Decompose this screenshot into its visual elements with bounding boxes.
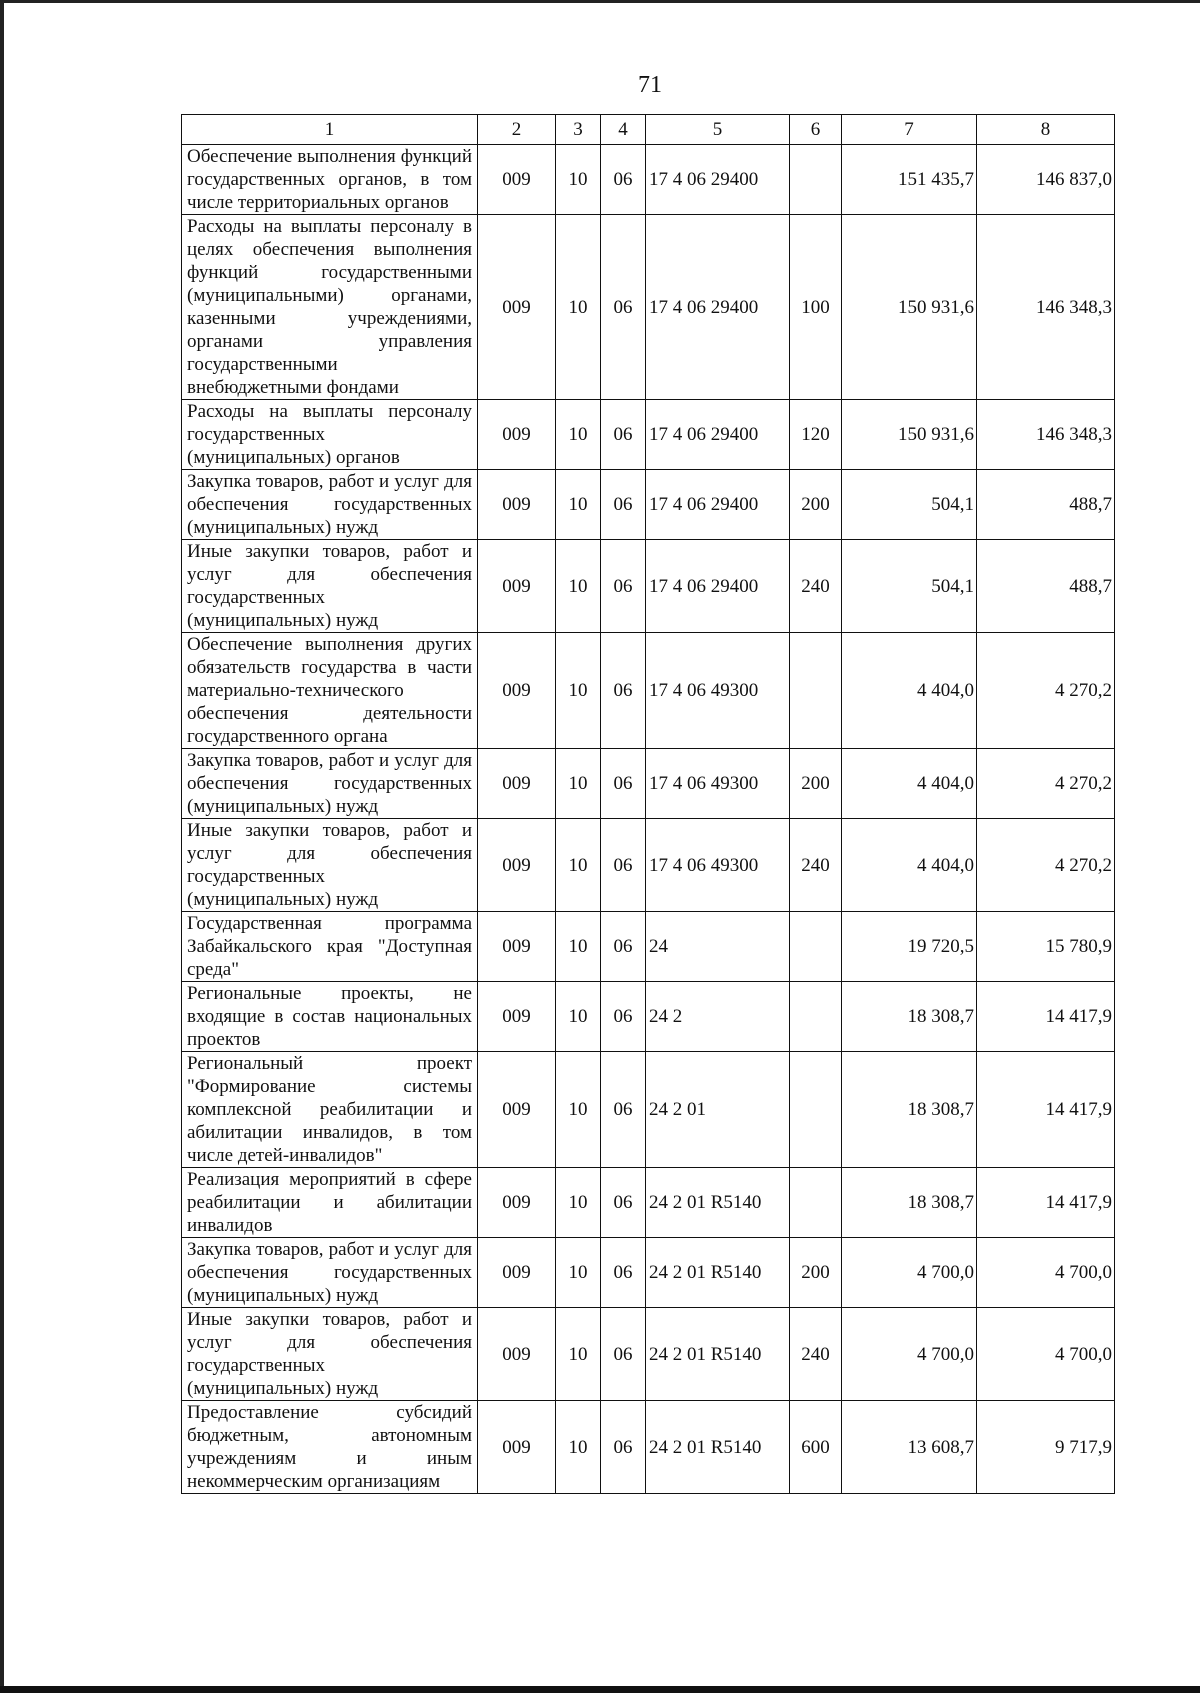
section-code-cell: 10 (556, 633, 601, 749)
column-header: 8 (977, 115, 1115, 145)
amount-year2-cell: 4 270,2 (977, 633, 1115, 749)
target-article-cell: 17 4 06 49300 (646, 819, 790, 912)
column-header: 5 (646, 115, 790, 145)
table-row (182, 470, 1115, 540)
expense-type-cell: 600 (790, 1401, 842, 1494)
amount-year2-cell: 4 700,0 (977, 1308, 1115, 1401)
target-article-cell: 24 2 01 R5140 (646, 1238, 790, 1308)
expense-name-cell: Региональные проекты, не входящие в состав национальных проектов (182, 982, 478, 1052)
ministry-code-cell: 009 (478, 982, 556, 1052)
subsection-code-cell: 06 (601, 633, 646, 749)
ministry-code-cell: 009 (478, 1238, 556, 1308)
ministry-code-cell: 009 (478, 633, 556, 749)
column-header: 3 (556, 115, 601, 145)
ministry-code-cell: 009 (478, 819, 556, 912)
section-code-cell: 10 (556, 215, 601, 400)
column-header: 4 (601, 115, 646, 145)
section-code-cell: 10 (556, 912, 601, 982)
ministry-code-cell: 009 (478, 912, 556, 982)
expense-name-cell: Закупка товаров, работ и услуг для обеспечения государственных (муниципальных) нужд (182, 1238, 478, 1308)
table-row (182, 1168, 1115, 1238)
amount-year2-cell: 488,7 (977, 470, 1115, 540)
table-row (182, 1401, 1115, 1494)
expense-name-cell: Закупка товаров, работ и услуг для обеспечения государственных (муниципальных) нужд (182, 470, 478, 540)
amount-year2-cell: 4 270,2 (977, 819, 1115, 912)
expense-type-cell: 100 (790, 215, 842, 400)
expense-name-cell: Иные закупки товаров, работ и услуг для обеспечения государственных (муниципальных) нужд (182, 1308, 478, 1401)
table-row (182, 819, 1115, 912)
amount-year2-cell: 146 837,0 (977, 145, 1115, 215)
expense-name-cell: Расходы на выплаты персоналу государственных (муниципальных) органов (182, 400, 478, 470)
subsection-code-cell: 06 (601, 749, 646, 819)
amount-year1-cell: 4 700,0 (842, 1308, 977, 1401)
expense-name-cell: Обеспечение выполнения функций государственных органов, в том числе территориальных органов (182, 145, 478, 215)
section-code-cell: 10 (556, 982, 601, 1052)
target-article-cell: 17 4 06 29400 (646, 215, 790, 400)
ministry-code-cell: 009 (478, 1401, 556, 1494)
expense-type-cell: 200 (790, 1238, 842, 1308)
amount-year2-cell: 15 780,9 (977, 912, 1115, 982)
expense-type-cell (790, 633, 842, 749)
amount-year1-cell: 4 404,0 (842, 819, 977, 912)
ministry-code-cell: 009 (478, 1168, 556, 1238)
amount-year1-cell: 4 700,0 (842, 1238, 977, 1308)
subsection-code-cell: 06 (601, 1308, 646, 1401)
section-code-cell: 10 (556, 1238, 601, 1308)
table-row (182, 1052, 1115, 1168)
section-code-cell: 10 (556, 1401, 601, 1494)
amount-year1-cell: 13 608,7 (842, 1401, 977, 1494)
expense-name-cell: Реализация мероприятий в сфере реабилитации и абилитации инвалидов (182, 1168, 478, 1238)
ministry-code-cell: 009 (478, 1308, 556, 1401)
amount-year1-cell: 150 931,6 (842, 400, 977, 470)
target-article-cell: 17 4 06 29400 (646, 540, 790, 633)
expense-type-cell: 120 (790, 400, 842, 470)
table-row (182, 633, 1115, 749)
amount-year1-cell: 504,1 (842, 540, 977, 633)
table-row (182, 912, 1115, 982)
ministry-code-cell: 009 (478, 1052, 556, 1168)
column-header: 1 (182, 115, 478, 145)
expense-name-cell: Обеспечение выполнения других обязательств государства в части материально-технического обеспечения деятельности государственного органа (182, 633, 478, 749)
section-code-cell: 10 (556, 1052, 601, 1168)
target-article-cell: 17 4 06 29400 (646, 145, 790, 215)
section-code-cell: 10 (556, 1308, 601, 1401)
expense-name-cell: Государственная программа Забайкальского края "Доступная среда" (182, 912, 478, 982)
ministry-code-cell: 009 (478, 540, 556, 633)
expense-type-cell: 240 (790, 540, 842, 633)
subsection-code-cell: 06 (601, 1401, 646, 1494)
expense-type-cell: 240 (790, 1308, 842, 1401)
table-row (182, 1238, 1115, 1308)
ministry-code-cell: 009 (478, 749, 556, 819)
amount-year2-cell: 146 348,3 (977, 215, 1115, 400)
table-row (182, 215, 1115, 400)
subsection-code-cell: 06 (601, 912, 646, 982)
column-header: 6 (790, 115, 842, 145)
header-row (182, 115, 1115, 145)
expense-name-cell: Иные закупки товаров, работ и услуг для обеспечения государственных (муниципальных) нужд (182, 819, 478, 912)
section-code-cell: 10 (556, 400, 601, 470)
amount-year1-cell: 18 308,7 (842, 982, 977, 1052)
amount-year2-cell: 4 700,0 (977, 1238, 1115, 1308)
page-number: 71 (638, 72, 662, 98)
subsection-code-cell: 06 (601, 215, 646, 400)
budget-table (181, 114, 1115, 1494)
amount-year1-cell: 4 404,0 (842, 749, 977, 819)
column-header: 7 (842, 115, 977, 145)
subsection-code-cell: 06 (601, 400, 646, 470)
amount-year2-cell: 146 348,3 (977, 400, 1115, 470)
expense-type-cell (790, 982, 842, 1052)
amount-year1-cell: 151 435,7 (842, 145, 977, 215)
ministry-code-cell: 009 (478, 145, 556, 215)
subsection-code-cell: 06 (601, 819, 646, 912)
expense-type-cell: 200 (790, 749, 842, 819)
amount-year2-cell: 4 270,2 (977, 749, 1115, 819)
section-code-cell: 10 (556, 540, 601, 633)
amount-year1-cell: 4 404,0 (842, 633, 977, 749)
section-code-cell: 10 (556, 470, 601, 540)
expense-type-cell (790, 1168, 842, 1238)
budget-table-body (182, 115, 1115, 1494)
section-code-cell: 10 (556, 145, 601, 215)
expense-name-cell: Закупка товаров, работ и услуг для обеспечения государственных (муниципальных) нужд (182, 749, 478, 819)
subsection-code-cell: 06 (601, 1168, 646, 1238)
amount-year2-cell: 14 417,9 (977, 1168, 1115, 1238)
scan-left-edge (0, 0, 4, 1693)
amount-year1-cell: 504,1 (842, 470, 977, 540)
expense-type-cell: 240 (790, 819, 842, 912)
target-article-cell: 24 2 01 (646, 1052, 790, 1168)
table-row (182, 982, 1115, 1052)
expense-type-cell (790, 1052, 842, 1168)
amount-year1-cell: 150 931,6 (842, 215, 977, 400)
amount-year2-cell: 14 417,9 (977, 982, 1115, 1052)
amount-year1-cell: 19 720,5 (842, 912, 977, 982)
expense-type-cell: 200 (790, 470, 842, 540)
amount-year1-cell: 18 308,7 (842, 1168, 977, 1238)
amount-year2-cell: 14 417,9 (977, 1052, 1115, 1168)
expense-type-cell (790, 145, 842, 215)
subsection-code-cell: 06 (601, 540, 646, 633)
scan-top-edge (0, 0, 1200, 3)
scan-bottom-edge (0, 1686, 1200, 1693)
expense-name-cell: Расходы на выплаты персоналу в целях обеспечения выполнения функций государственными (муниципальными) органами, казенными учреждениями, органами управления государственными внебюджетными фондами (182, 215, 478, 400)
table-row (182, 749, 1115, 819)
subsection-code-cell: 06 (601, 470, 646, 540)
table-row (182, 145, 1115, 215)
table-row (182, 1308, 1115, 1401)
subsection-code-cell: 06 (601, 982, 646, 1052)
target-article-cell: 24 2 (646, 982, 790, 1052)
ministry-code-cell: 009 (478, 215, 556, 400)
target-article-cell: 24 (646, 912, 790, 982)
expense-name-cell: Иные закупки товаров, работ и услуг для обеспечения государственных (муниципальных) нужд (182, 540, 478, 633)
section-code-cell: 10 (556, 1168, 601, 1238)
column-header: 2 (478, 115, 556, 145)
table-row (182, 400, 1115, 470)
subsection-code-cell: 06 (601, 1238, 646, 1308)
ministry-code-cell: 009 (478, 400, 556, 470)
target-article-cell: 17 4 06 49300 (646, 749, 790, 819)
expense-name-cell: Региональный проект "Формирование системы комплексной реабилитации и абилитации инвалидов, в том числе детей-инвалидов" (182, 1052, 478, 1168)
amount-year2-cell: 9 717,9 (977, 1401, 1115, 1494)
amount-year1-cell: 18 308,7 (842, 1052, 977, 1168)
section-code-cell: 10 (556, 819, 601, 912)
amount-year2-cell: 488,7 (977, 540, 1115, 633)
expense-type-cell (790, 912, 842, 982)
expense-name-cell: Предоставление субсидий бюджетным, автономным учреждениям и иным некоммерческим организациям (182, 1401, 478, 1494)
target-article-cell: 24 2 01 R5140 (646, 1168, 790, 1238)
target-article-cell: 17 4 06 49300 (646, 633, 790, 749)
subsection-code-cell: 06 (601, 1052, 646, 1168)
section-code-cell: 10 (556, 749, 601, 819)
subsection-code-cell: 06 (601, 145, 646, 215)
target-article-cell: 17 4 06 29400 (646, 470, 790, 540)
ministry-code-cell: 009 (478, 470, 556, 540)
target-article-cell: 17 4 06 29400 (646, 400, 790, 470)
target-article-cell: 24 2 01 R5140 (646, 1401, 790, 1494)
table-row (182, 540, 1115, 633)
target-article-cell: 24 2 01 R5140 (646, 1308, 790, 1401)
